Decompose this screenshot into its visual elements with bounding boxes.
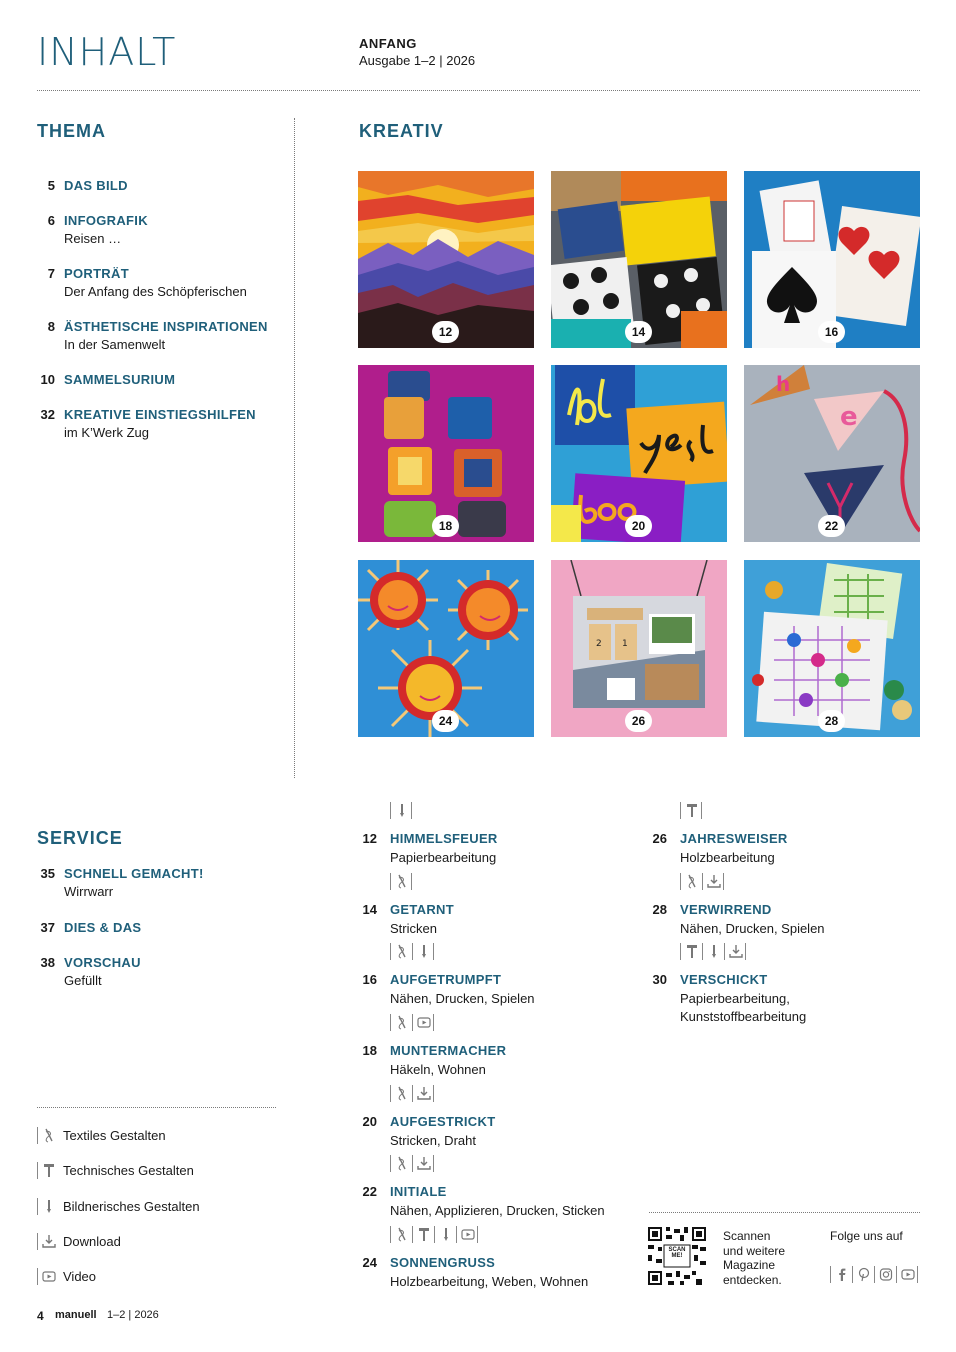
category-icons	[390, 942, 434, 960]
page-title: INHALT	[37, 30, 177, 74]
svg-text:e: e	[840, 402, 858, 432]
page-badge: 12	[432, 321, 459, 343]
category-icons	[390, 801, 412, 819]
article-subtitle-line2: Kunststoffbearbeitung	[680, 1009, 807, 1024]
needle-thread-icon	[390, 1085, 412, 1102]
article-subtitle: Stricken	[390, 921, 437, 936]
pencil-icon	[37, 1198, 59, 1215]
toc-title: VORSCHAU	[64, 955, 141, 970]
hammer-icon	[680, 943, 702, 960]
legend-item	[37, 1161, 194, 1179]
toc-page-number: 38	[40, 955, 55, 970]
svg-text:1: 1	[622, 639, 628, 649]
instagram-icon[interactable]	[874, 1266, 896, 1283]
footer-brand: manuell	[55, 1309, 97, 1321]
article-title: JAHRESWEISER	[680, 831, 788, 846]
article-page-number: 26	[652, 831, 667, 846]
thumbnail-woven-suns[interactable]	[358, 560, 534, 737]
article-title: HIMMELSFEUER	[390, 831, 498, 846]
article-page-number: 14	[362, 902, 377, 917]
download-icon	[724, 943, 746, 960]
toc-subtitle: Wirrwarr	[64, 884, 114, 899]
legend-label: Technisches Gestalten	[63, 1162, 194, 1178]
legend-label: Bildnerisches Gestalten	[63, 1198, 200, 1214]
toc-page-number: 5	[47, 178, 55, 193]
service-heading: SERVICE	[37, 828, 123, 848]
toc-title: KREATIVE EINSTIEGSHILFEN	[64, 407, 256, 422]
footer-page-number: 4	[37, 1309, 44, 1323]
thumbnail-torn-paper-sunset[interactable]	[358, 171, 534, 348]
thumbnail-fabric-bunting[interactable]	[744, 365, 920, 542]
toc-page-number: 37	[40, 920, 55, 935]
article-page-number: 18	[362, 1043, 377, 1058]
thema-heading: THEMA	[37, 121, 106, 141]
issue-number: Ausgabe 1–2 | 2026	[359, 53, 476, 68]
toc-title: DAS BILD	[64, 178, 128, 193]
header-divider	[37, 90, 920, 91]
category-icons	[680, 801, 702, 819]
article-page-number: 20	[362, 1114, 377, 1129]
toc-subtitle: Der Anfang des Schöpferischen	[64, 284, 247, 299]
video-icon	[412, 1014, 434, 1031]
article-page-number: 22	[362, 1184, 377, 1199]
toc-page-number: 7	[47, 266, 55, 281]
footer-issue: 1–2 | 2026	[107, 1309, 159, 1321]
social-links	[830, 1266, 918, 1284]
toc-title: SCHNELL GEMACHT!	[64, 866, 204, 881]
thumbnail-crochet-cups[interactable]	[358, 365, 534, 542]
toc-page-number: 8	[47, 319, 55, 334]
download-icon	[37, 1233, 59, 1250]
toc-subtitle: im K’Werk Zug	[64, 425, 149, 440]
article-subtitle: Holzbearbeitung	[680, 850, 775, 865]
needle-thread-icon	[390, 1014, 412, 1031]
issue-theme: ANFANG	[359, 36, 417, 51]
svg-text:2: 2	[596, 639, 602, 649]
category-icons	[390, 1225, 478, 1243]
thumbnail-knitted-yarn-tiles[interactable]	[551, 171, 727, 348]
video-icon	[37, 1268, 59, 1285]
thumbnail-wooden-calendar[interactable]	[551, 560, 727, 737]
toc-subtitle: In der Samenwelt	[64, 337, 166, 352]
thumbnail-button-board-game[interactable]	[744, 560, 920, 737]
category-icons	[390, 1013, 434, 1031]
scan-text-line: Scannen	[723, 1229, 771, 1243]
hammer-icon	[37, 1162, 59, 1179]
category-icons	[390, 1084, 434, 1102]
facebook-icon[interactable]	[830, 1266, 852, 1283]
article-subtitle: Nähen, Drucken, Spielen	[390, 991, 535, 1006]
page-badge: 16	[818, 321, 845, 343]
toc-page-number: 6	[47, 213, 55, 228]
page-badge: 24	[432, 710, 459, 732]
thumbnail-playing-card-envelopes[interactable]	[744, 171, 920, 348]
category-icons	[390, 1154, 434, 1172]
scan-text-line: entdecken.	[723, 1272, 782, 1287]
legend-item	[37, 1232, 121, 1250]
article-title: VERSCHICKT	[680, 972, 768, 987]
hammer-icon	[680, 802, 702, 819]
article-title: AUFGETRUMPFT	[390, 972, 502, 987]
article-subtitle: Häkeln, Wohnen	[390, 1062, 486, 1077]
article-title: SONNENGRUSS	[390, 1255, 496, 1270]
legend-divider	[37, 1107, 276, 1108]
article-page-number: 30	[652, 972, 667, 987]
youtube-icon[interactable]	[896, 1266, 918, 1283]
video-icon	[456, 1226, 478, 1243]
article-subtitle: Papierbearbeitung	[390, 850, 497, 865]
toc-title: SAMMELSURIUM	[64, 372, 176, 387]
pinterest-icon[interactable]	[852, 1266, 874, 1283]
legend-label: Textiles Gestalten	[63, 1127, 166, 1143]
legend-item	[37, 1197, 200, 1215]
page-badge: 18	[432, 515, 459, 537]
legend-item	[37, 1267, 96, 1285]
kreativ-heading: KREATIV	[359, 121, 444, 141]
page-badge: 22	[818, 515, 845, 537]
needle-thread-icon	[37, 1127, 59, 1144]
promo-divider	[649, 1212, 920, 1213]
article-title: GETARNT	[390, 902, 454, 917]
toc-subtitle: Gefüllt	[64, 973, 102, 988]
download-icon	[412, 1155, 434, 1172]
article-subtitle: Papierbearbeitung,	[680, 991, 790, 1006]
article-page-number: 24	[362, 1255, 377, 1270]
article-subtitle: Nähen, Applizieren, Drucken, Sticken	[390, 1203, 605, 1218]
article-title: INITIALE	[390, 1184, 447, 1199]
svg-text:h: h	[776, 372, 791, 396]
category-icons	[680, 872, 724, 890]
toc-title: INFOGRAFIK	[64, 213, 148, 228]
toc-page-number: 10	[40, 372, 55, 387]
legend-item	[37, 1126, 166, 1144]
follow-text: Folge uns auf	[830, 1229, 903, 1243]
scan-text-line: Magazine	[723, 1258, 776, 1272]
article-title: VERWIRREND	[680, 902, 772, 917]
scan-text	[723, 1229, 823, 1287]
legend-label: Video	[63, 1268, 97, 1284]
page-badge: 20	[625, 515, 652, 537]
article-page-number: 12	[362, 831, 377, 846]
toc-page-number: 35	[40, 866, 55, 881]
qr-code[interactable]	[648, 1227, 706, 1285]
pencil-icon	[702, 943, 724, 960]
page-badge: 28	[818, 710, 845, 732]
needle-thread-icon	[390, 943, 412, 960]
hammer-icon	[412, 1226, 434, 1243]
page-badge: 26	[625, 710, 652, 732]
toc-page-number: 32	[40, 407, 55, 422]
article-page-number: 16	[362, 972, 377, 987]
legend-label: Download	[63, 1233, 121, 1249]
download-icon	[412, 1085, 434, 1102]
article-subtitle: Stricken, Draht	[390, 1133, 476, 1148]
thumbnail-wire-words[interactable]	[551, 365, 727, 542]
article-subtitle: Holzbearbeitung, Weben, Wohnen	[390, 1274, 589, 1289]
article-title: AUFGESTRICKT	[390, 1114, 496, 1129]
qr-badge-text: SCAN ME!	[668, 1247, 686, 1259]
download-icon	[702, 873, 724, 890]
toc-title: PORTRÄT	[64, 266, 129, 281]
toc-subtitle: Reisen …	[64, 231, 122, 246]
article-title: MUNTERMACHER	[390, 1043, 507, 1058]
page-badge: 14	[625, 321, 652, 343]
pencil-icon	[390, 802, 412, 819]
category-icons	[390, 872, 412, 890]
needle-thread-icon	[390, 1155, 412, 1172]
article-page-number: 28	[652, 902, 667, 917]
toc-title: DIES & DAS	[64, 920, 142, 935]
toc-title: ÄSTHETISCHE INSPIRATIONEN	[64, 319, 268, 334]
needle-thread-icon	[680, 873, 702, 890]
needle-thread-icon	[390, 1226, 412, 1243]
column-divider	[294, 118, 295, 778]
category-icons	[680, 942, 746, 960]
needle-thread-icon	[390, 873, 412, 890]
scan-text-line: und weitere	[723, 1243, 786, 1258]
article-subtitle: Nähen, Drucken, Spielen	[680, 921, 825, 936]
pencil-icon	[412, 943, 434, 960]
pencil-icon	[434, 1226, 456, 1243]
